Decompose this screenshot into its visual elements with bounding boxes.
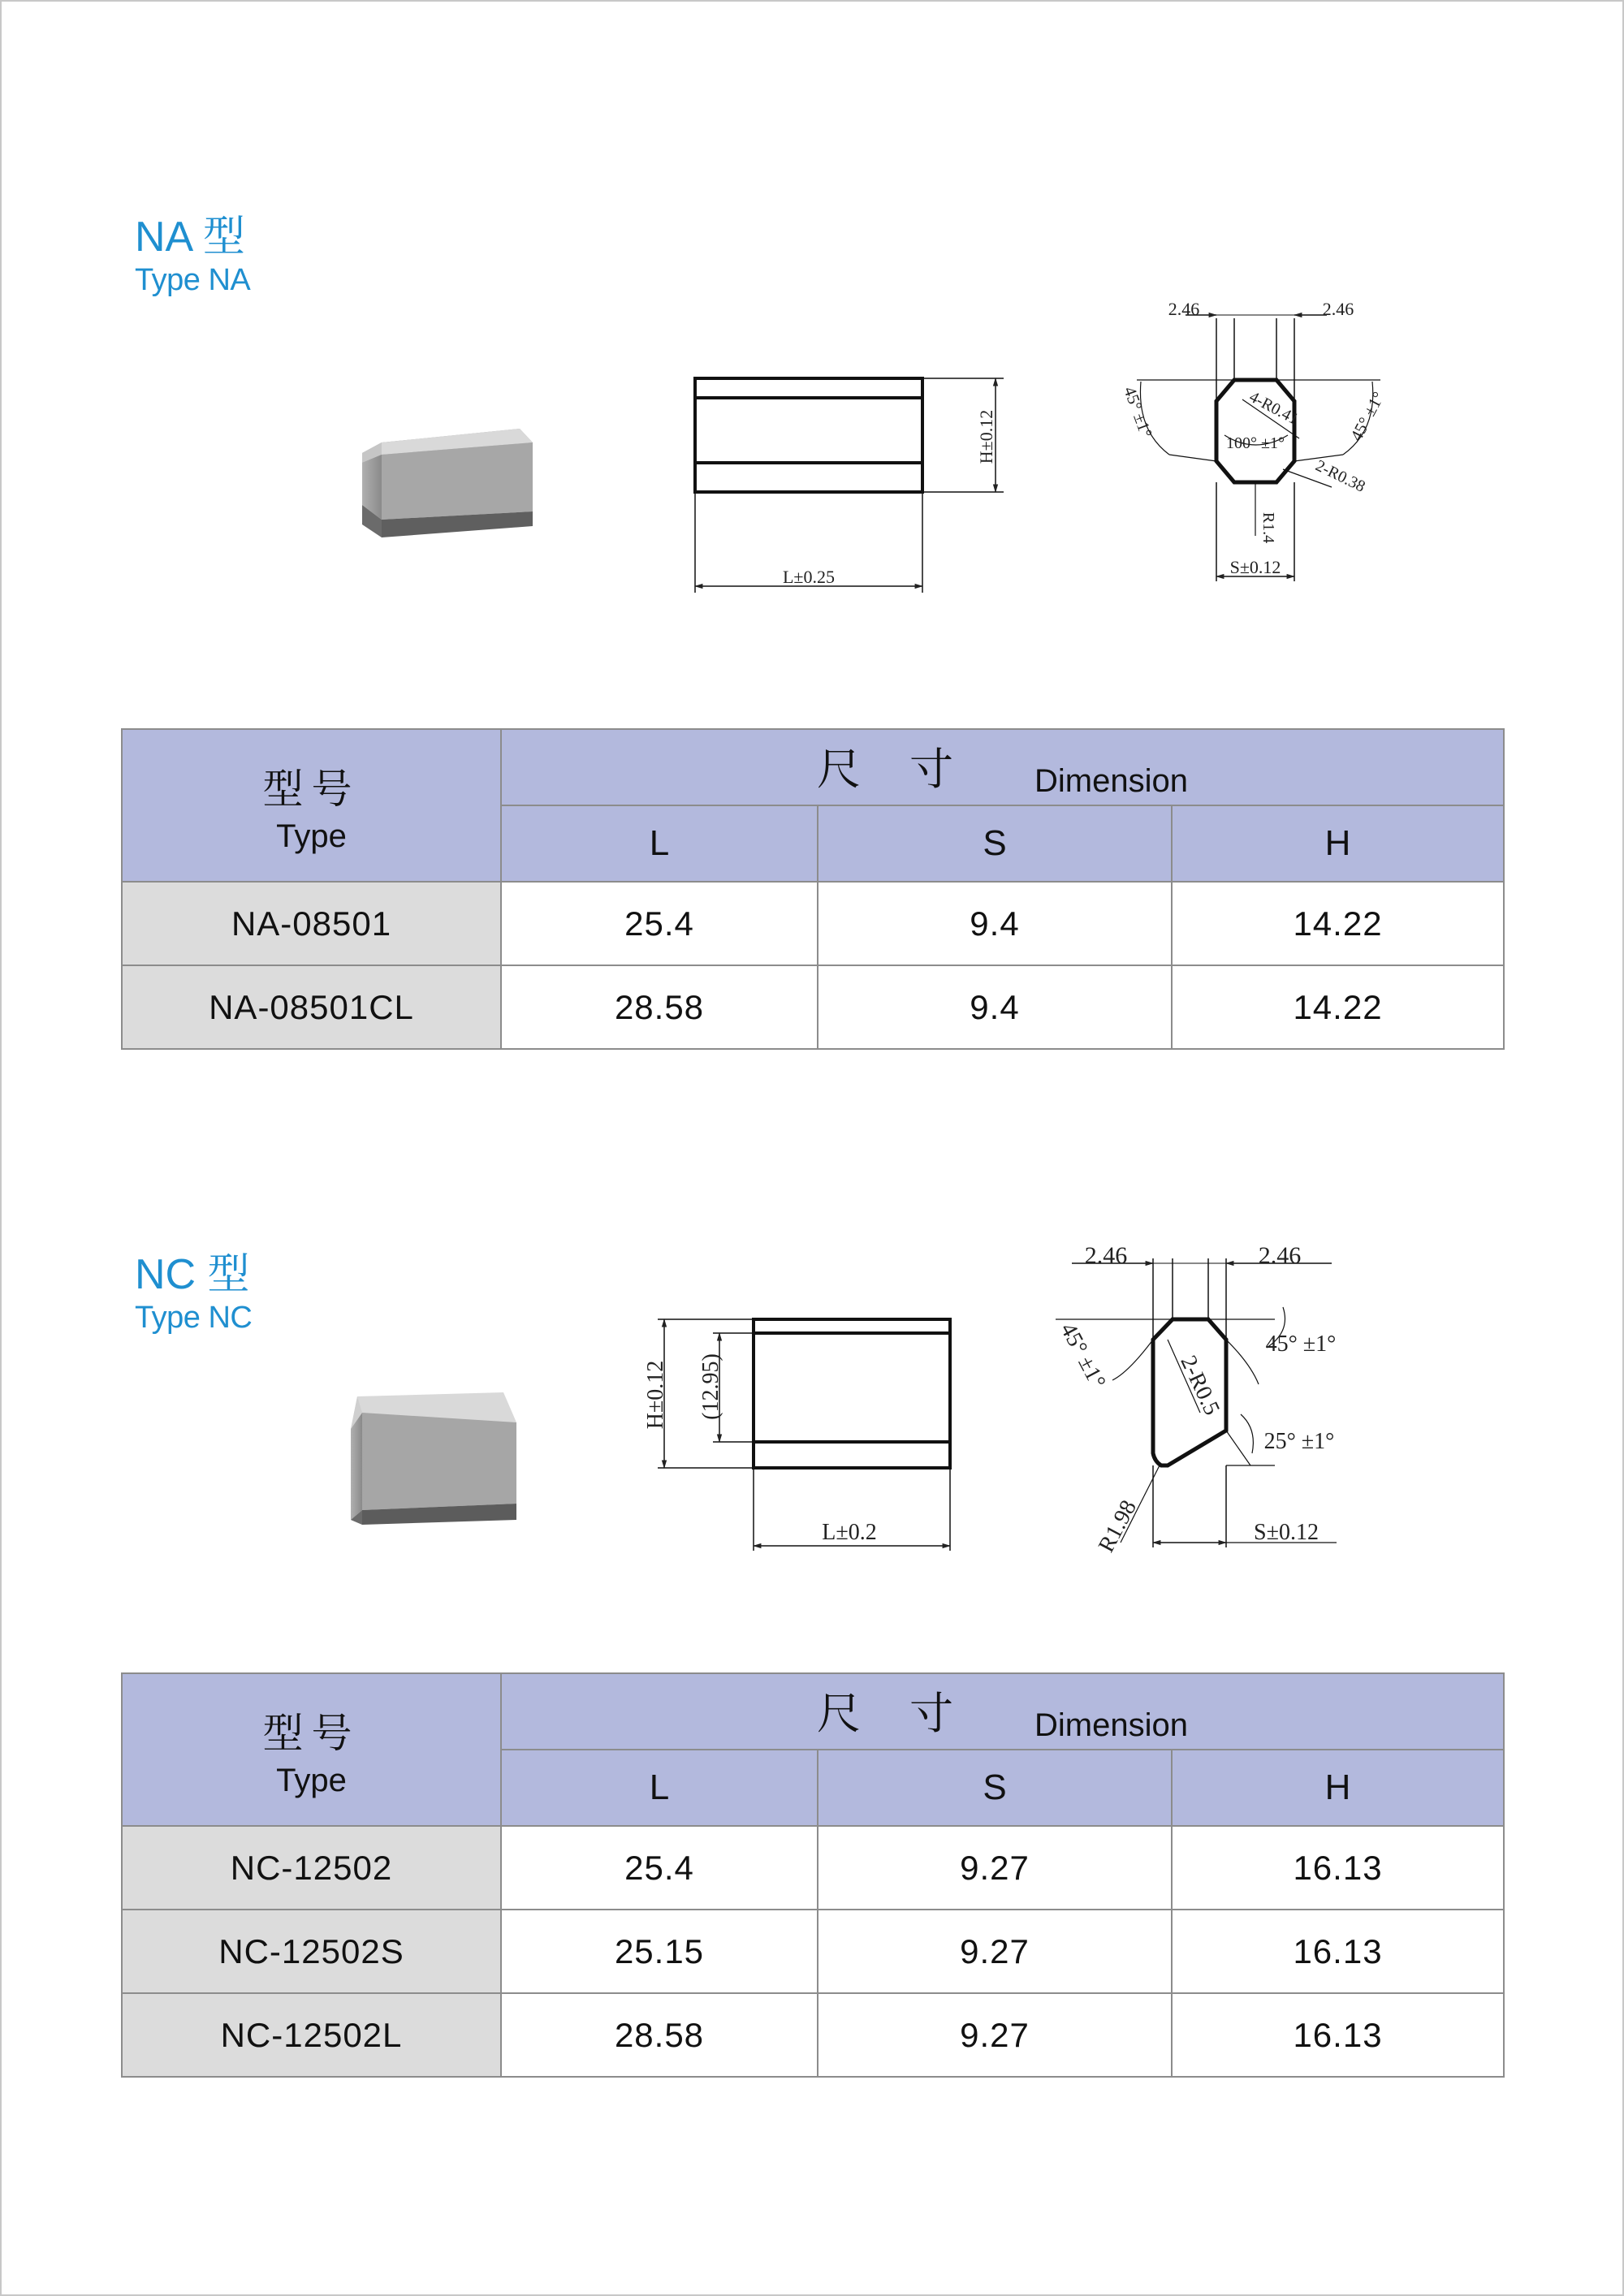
- dimension-header-en: Dimension: [1034, 1707, 1188, 1743]
- type-header-cn: 型号: [262, 765, 361, 813]
- dimension-header-cn: 尺寸: [817, 744, 1003, 796]
- dimension-label: 45° ±1°: [1055, 1318, 1111, 1393]
- type-cell: NC-12502L: [122, 1993, 501, 2077]
- table-row: [122, 1910, 1504, 1993]
- value-cell-h: 14.22: [1172, 965, 1504, 1049]
- dimension-label: S±0.12: [1254, 1520, 1319, 1545]
- section-subheading: Type NC: [135, 1301, 253, 1335]
- dimension-label: 100° ±1°: [1226, 434, 1285, 452]
- dimension-label: L±0.25: [782, 567, 836, 587]
- value-cell-s: 9.27: [818, 1993, 1172, 2077]
- na-side-view: [695, 378, 1004, 593]
- dimension-label: 45° ±1°: [1345, 388, 1389, 445]
- dimension-label: 2.46: [1258, 1242, 1302, 1269]
- type-cell: NA-08501CL: [122, 965, 501, 1049]
- dimension-label: 2-R0.38: [1312, 456, 1368, 496]
- value-cell-s: 9.27: [818, 1910, 1172, 1993]
- value-cell-h: 16.13: [1172, 1910, 1504, 1993]
- type-cell: NC-12502: [122, 1826, 501, 1910]
- value-cell-l: 25.4: [501, 882, 818, 965]
- dimension-header: [501, 729, 1504, 805]
- dimension-label: H±0.12: [643, 1360, 668, 1430]
- value-cell-h: 16.13: [1172, 1993, 1504, 2077]
- value-cell-s: 9.4: [818, 882, 1172, 965]
- dimension-label: 2-R0.5: [1175, 1351, 1225, 1419]
- column-header-h: H: [1172, 805, 1504, 882]
- table-header-row: [122, 729, 1504, 805]
- dimension-label: R1.98: [1093, 1495, 1142, 1557]
- table-row: [122, 1993, 1504, 2077]
- na-dimension-table: [121, 728, 1505, 1050]
- type-cell: NC-12502S: [122, 1910, 501, 1993]
- type-header: [122, 1673, 501, 1826]
- column-header-h: H: [1172, 1750, 1504, 1826]
- value-cell-l: 28.58: [501, 965, 818, 1049]
- dimension-label: H±0.12: [976, 409, 996, 464]
- dimension-header-cn: 尺寸: [817, 1688, 1003, 1740]
- value-cell-h: 16.13: [1172, 1826, 1504, 1910]
- table-header-row: [122, 1673, 1504, 1750]
- dimension-label: S±0.12: [1229, 557, 1281, 577]
- table-row: [122, 882, 1504, 965]
- dimension-header-en: Dimension: [1034, 762, 1188, 799]
- dimension-label: 2.46: [1322, 299, 1354, 319]
- dimension-label: L±0.2: [822, 1520, 877, 1545]
- type-header-cn: 型号: [262, 1709, 361, 1757]
- nc-dimension-table: [121, 1672, 1505, 2078]
- value-cell-l: 28.58: [501, 1993, 818, 2077]
- column-header-s: S: [818, 805, 1172, 882]
- column-header-l: L: [501, 805, 818, 882]
- dimension-label: 45° ±1°: [1120, 383, 1156, 441]
- type-header-en: Type: [276, 1762, 347, 1798]
- dimension-label: R1.4: [1259, 511, 1277, 544]
- value-cell-h: 14.22: [1172, 882, 1504, 965]
- dimension-label: 45° ±1°: [1265, 1331, 1337, 1357]
- type-cell: NA-08501: [122, 882, 501, 965]
- dimension-header: [501, 1673, 1504, 1750]
- dimension-label: 4-R0.41: [1246, 387, 1302, 429]
- value-cell-s: 9.27: [818, 1826, 1172, 1910]
- column-header-s: S: [818, 1750, 1172, 1826]
- section-subheading: Type NA: [135, 263, 251, 297]
- section-heading: NA 型: [135, 214, 245, 261]
- dimension-label: 2.46: [1084, 1242, 1128, 1269]
- value-cell-l: 25.4: [501, 1826, 818, 1910]
- section-heading: NC 型: [135, 1251, 250, 1298]
- dimension-label: (12.95): [698, 1353, 723, 1420]
- type-header-en: Type: [276, 818, 347, 854]
- table-row: [122, 1826, 1504, 1910]
- table-row: [122, 965, 1504, 1049]
- value-cell-l: 25.15: [501, 1910, 818, 1993]
- na-3d-render: [362, 429, 533, 537]
- nc-3d-render: [351, 1392, 516, 1525]
- value-cell-s: 9.4: [818, 965, 1172, 1049]
- type-header: [122, 729, 501, 882]
- dimension-label: 2.46: [1168, 299, 1200, 319]
- dimension-label: 25° ±1°: [1263, 1429, 1335, 1454]
- column-header-l: L: [501, 1750, 818, 1826]
